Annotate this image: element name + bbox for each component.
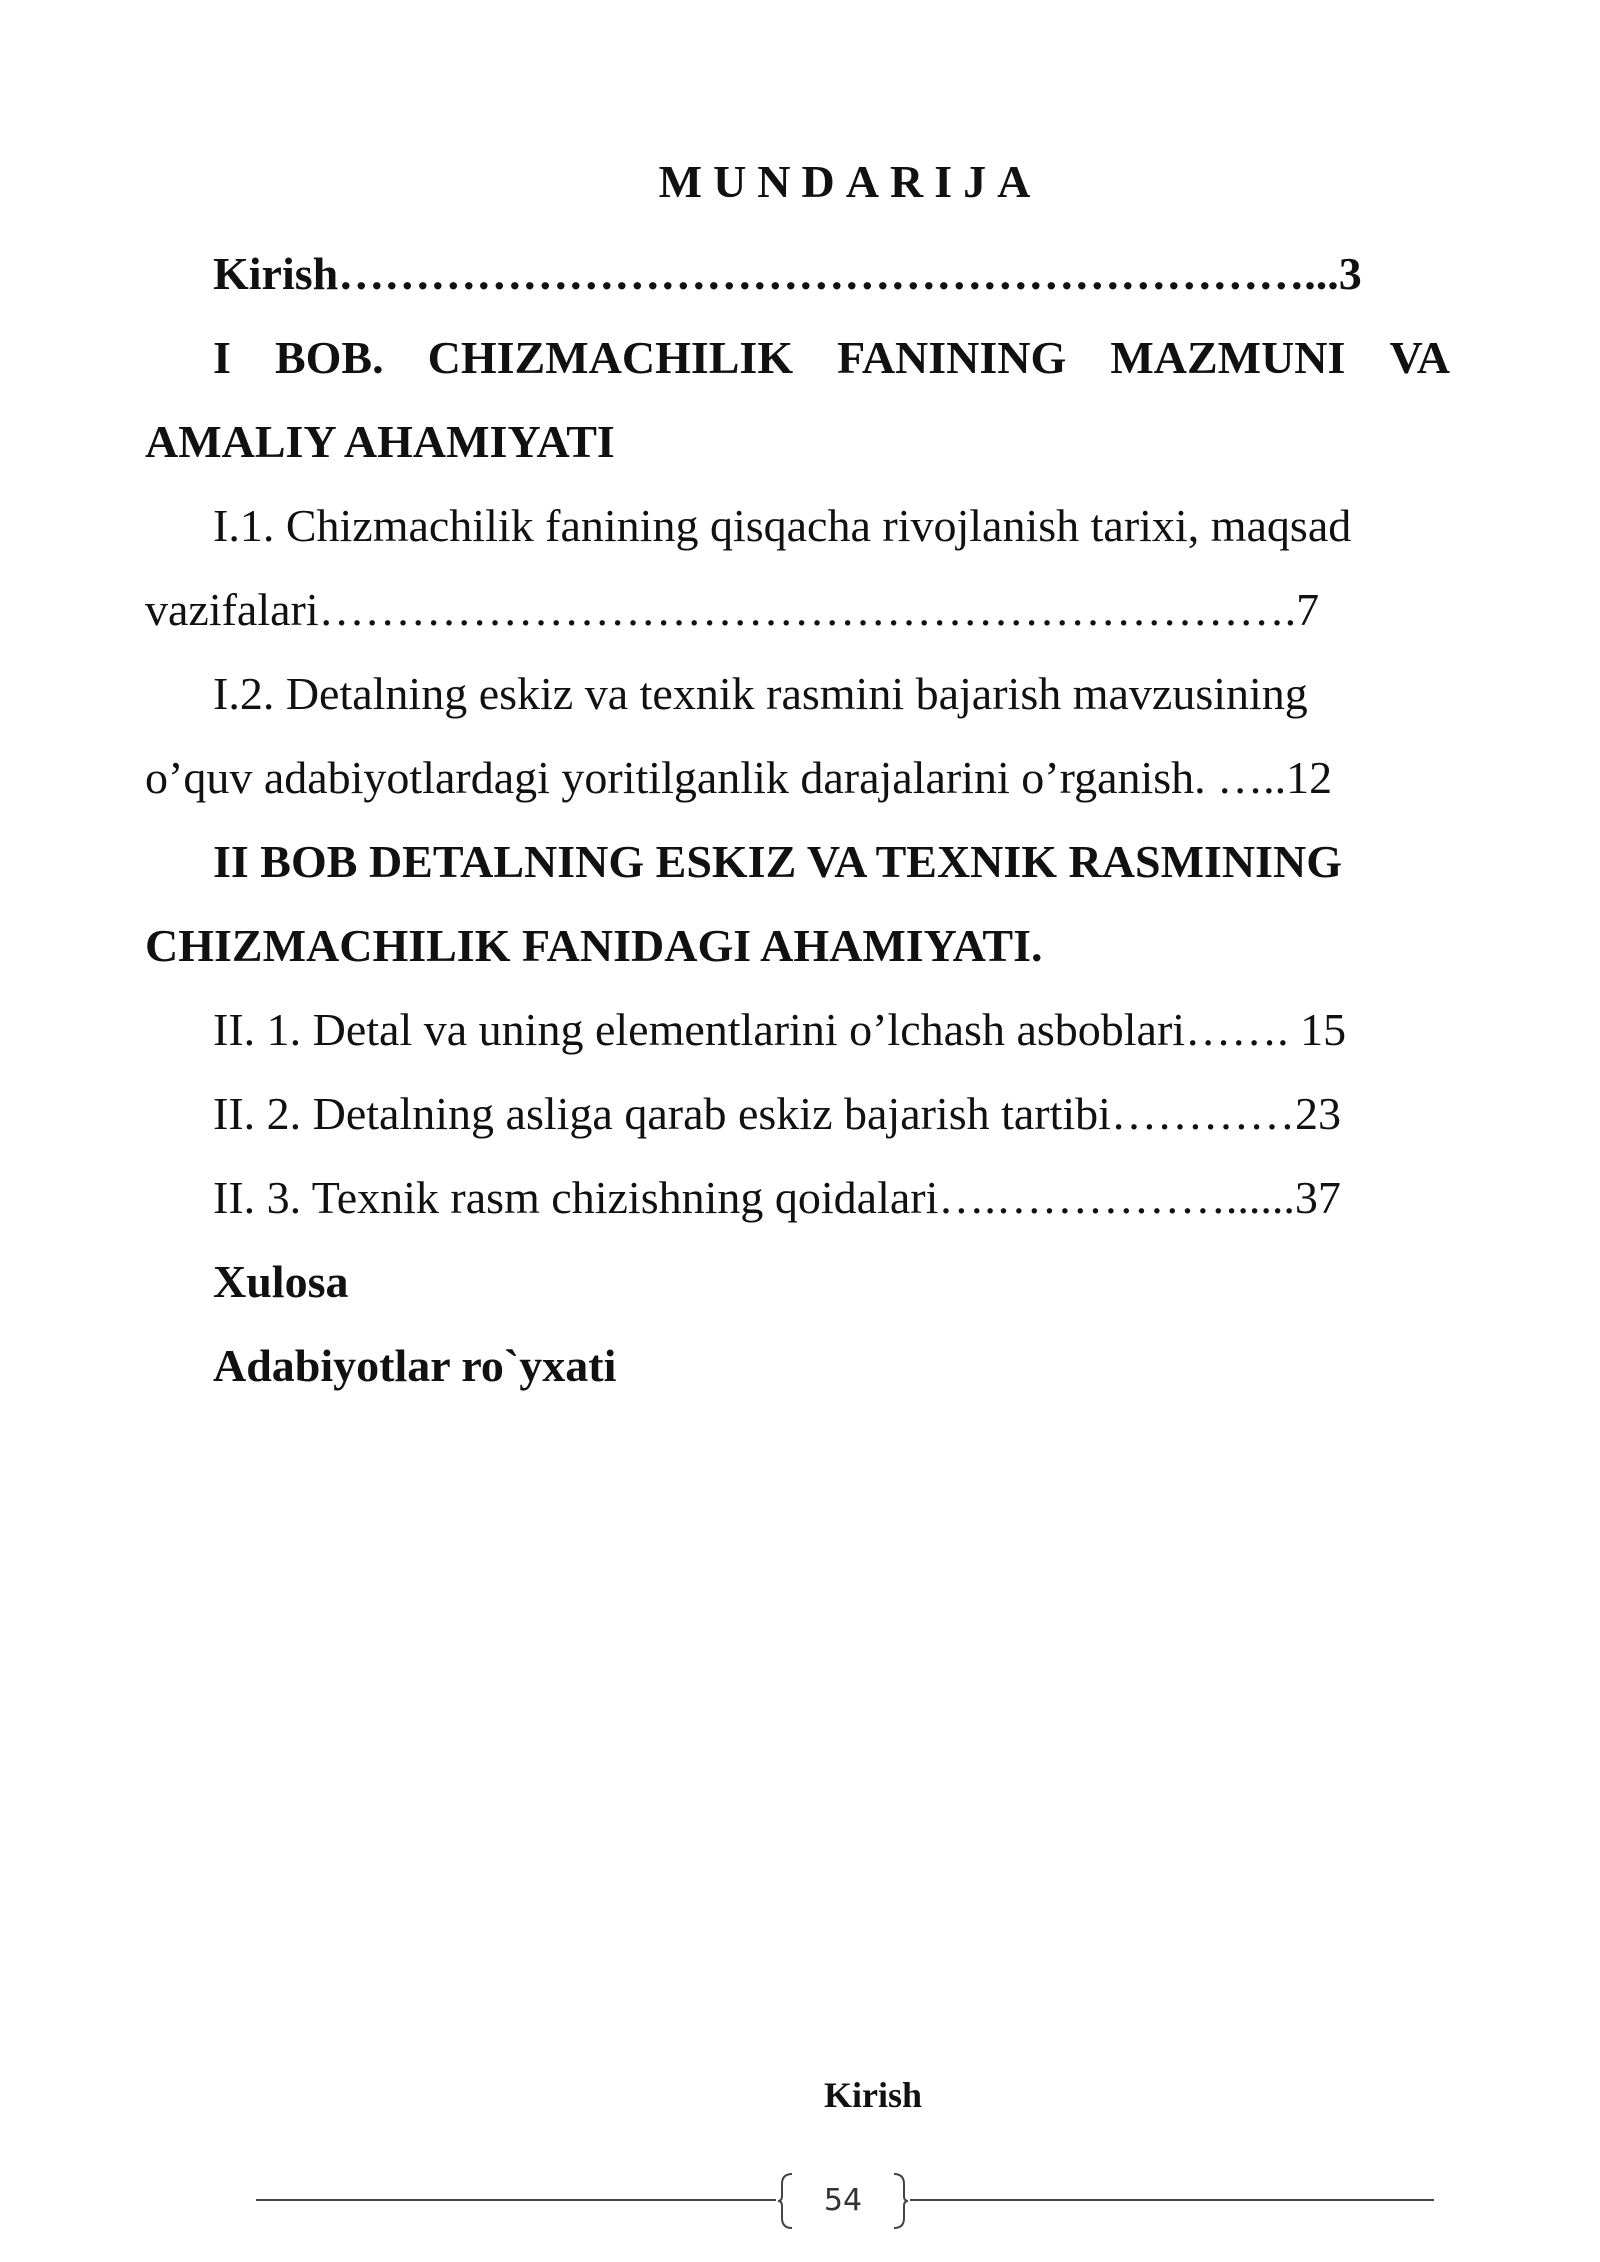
toc-entry-section-1-2-line-2: o’quv adabiyotlardagi yoritilganlik darajalarini o’rganish. …..12 [145, 752, 1333, 803]
toc-entry-section-1-1-line-1: I.1. Chizmachilik fanining qisqacha rivojlanish tarixi, maqsad [213, 500, 1352, 551]
chapter-1-word: BOB. [274, 332, 384, 383]
toc-entry-chapter-2-line-1: II BOB DETALNING ESKIZ VA TEXNIK RASMINING [213, 836, 1343, 887]
toc-entry-chapter-1-line-2: AMALIY AHAMIYATI [145, 416, 615, 467]
chapter-1-word: I [213, 332, 231, 383]
toc-entry-section-1-1-line-2: vazifalari……………………………………………………….7 [145, 584, 1320, 635]
page-number: 54 [823, 2183, 863, 2218]
footer-rule-left [256, 2199, 776, 2201]
toc-entry-section-2-2: II. 2. Detalning asliga qarab eskiz bajarish tartibi…………23 [213, 1088, 1341, 1139]
toc-entry-xulosa: Xulosa [213, 1256, 349, 1307]
toc-title: MUNDARIJA [658, 156, 1042, 207]
chapter-1-word: FANINING [837, 332, 1067, 383]
chapter-1-word: MAZMUNI [1110, 332, 1346, 383]
chapter-1-word: CHIZMACHILIK [427, 332, 794, 383]
toc-entry-section-2-1: II. 1. Detal va uning elementlarini o’lchash asboblari……. 15 [213, 1004, 1347, 1055]
toc-entry-chapter-2-line-2: CHIZMACHILIK FANIDAGI AHAMIYATI. [145, 920, 1043, 971]
table-of-contents [145, 232, 1450, 1408]
chapter-1-word: VA [1389, 332, 1450, 383]
footer-section-title: Kirish [823, 2075, 922, 2115]
toc-entry-kirish: Kirish………………………………………………………...3 [213, 248, 1362, 299]
toc-entry-references: Adabiyotlar ro`yxati [213, 1340, 617, 1391]
footer-rule-right [910, 2199, 1434, 2201]
toc-entry-chapter-1-line-1 [145, 316, 1450, 400]
toc-entry-section-2-3: II. 3. Texnik rasm chizishning qoidalari….……………......37 [213, 1172, 1341, 1223]
toc-entry-section-1-2-line-1: I.2. Detalning eskiz va texnik rasmini bajarish mavzusining [213, 668, 1308, 719]
page-number-frame [778, 2172, 908, 2230]
